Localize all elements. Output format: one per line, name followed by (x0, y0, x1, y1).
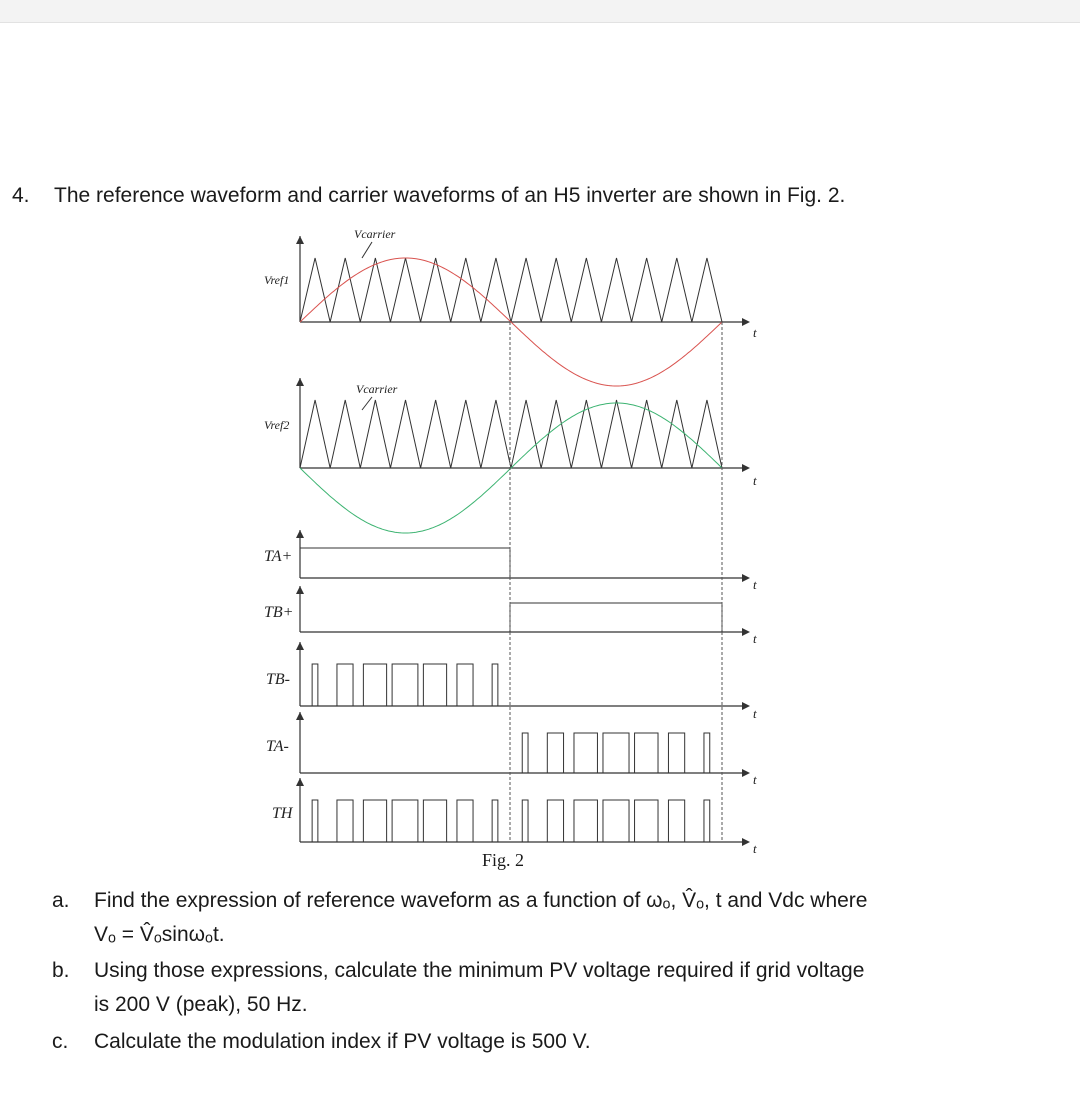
part-a (52, 884, 867, 952)
t-label-6: t (753, 772, 757, 787)
question-number: 4. (12, 184, 30, 207)
plot-tb-minus-t-arrow (742, 702, 750, 710)
label-ta-plus: TA+ (264, 548, 293, 565)
t-label-5: t (753, 706, 757, 721)
label-carrier-top: Vcarrier (354, 227, 396, 241)
part-b-line2: is 200 V (peak), 50 Hz. (94, 993, 308, 1016)
t-label-2: t (753, 473, 757, 488)
carrier-wave-mid (300, 400, 722, 468)
label-vref1: Vref1 (264, 273, 290, 287)
label-vref2: Vref2 (264, 418, 290, 432)
plot-vref1-y-arrow (296, 236, 304, 244)
ta-plus-signal (300, 548, 510, 578)
label-ta-minus: TA- (266, 738, 289, 755)
part-a-letter: a. (52, 889, 70, 912)
plot-th-y-arrow (296, 778, 304, 786)
plot-ta-plus-t-arrow (742, 574, 750, 582)
label-th: TH (272, 805, 293, 822)
plot-vref1-t-arrow (742, 318, 750, 326)
part-c-line1: Calculate the modulation index if PV voltage is 500 V. (94, 1030, 591, 1053)
carrier-top-pointer (362, 242, 372, 258)
tb-plus-signal (510, 603, 722, 632)
label-carrier-mid: Vcarrier (356, 382, 398, 396)
plot-tb-plus-t-arrow (742, 628, 750, 636)
axes-group (296, 236, 750, 846)
part-a-line2: Vₒ = V̂ₒsinωₒt. (94, 923, 225, 946)
plot-ta-minus-t-arrow (742, 769, 750, 777)
part-b (52, 954, 864, 1022)
plot-th-t-arrow (742, 838, 750, 846)
carrier-mid-pointer (362, 397, 372, 410)
figure-caption: Fig. 2 (482, 850, 525, 870)
carrier-wave-top (300, 258, 722, 322)
waveforms-group (300, 242, 722, 842)
t-label-7: t (753, 841, 757, 856)
plot-vref2-t-arrow (742, 464, 750, 472)
label-tb-minus: TB- (266, 671, 290, 688)
part-a-line1: Find the expression of reference waveform as a function of ωₒ, V̂ₒ, t and Vdc where (94, 889, 868, 912)
t-label-4: t (753, 631, 757, 646)
th-pwm-second-half (510, 800, 722, 842)
th-pwm-first-half (300, 800, 510, 842)
plot-tb-plus-y-arrow (296, 586, 304, 594)
plot-ta-minus-y-arrow (296, 712, 304, 720)
part-c-letter: c. (52, 1030, 69, 1053)
question-text: The reference waveform and carrier waveforms of an H5 inverter are shown in Fig. 2. (54, 184, 846, 207)
tb-minus-pwm (300, 664, 510, 706)
plot-tb-minus-y-arrow (296, 642, 304, 650)
part-b-line1: Using those expressions, calculate the minimum PV voltage required if grid voltage (94, 959, 865, 982)
label-tb-plus: TB+ (264, 604, 294, 621)
ta-minus-pwm (510, 733, 722, 773)
t-label-1: t (753, 325, 757, 340)
part-c (52, 1025, 591, 1059)
part-b-letter: b. (52, 959, 70, 982)
t-label-3: t (753, 577, 757, 592)
plot-vref2-y-arrow (296, 378, 304, 386)
plot-ta-plus-y-arrow (296, 530, 304, 538)
